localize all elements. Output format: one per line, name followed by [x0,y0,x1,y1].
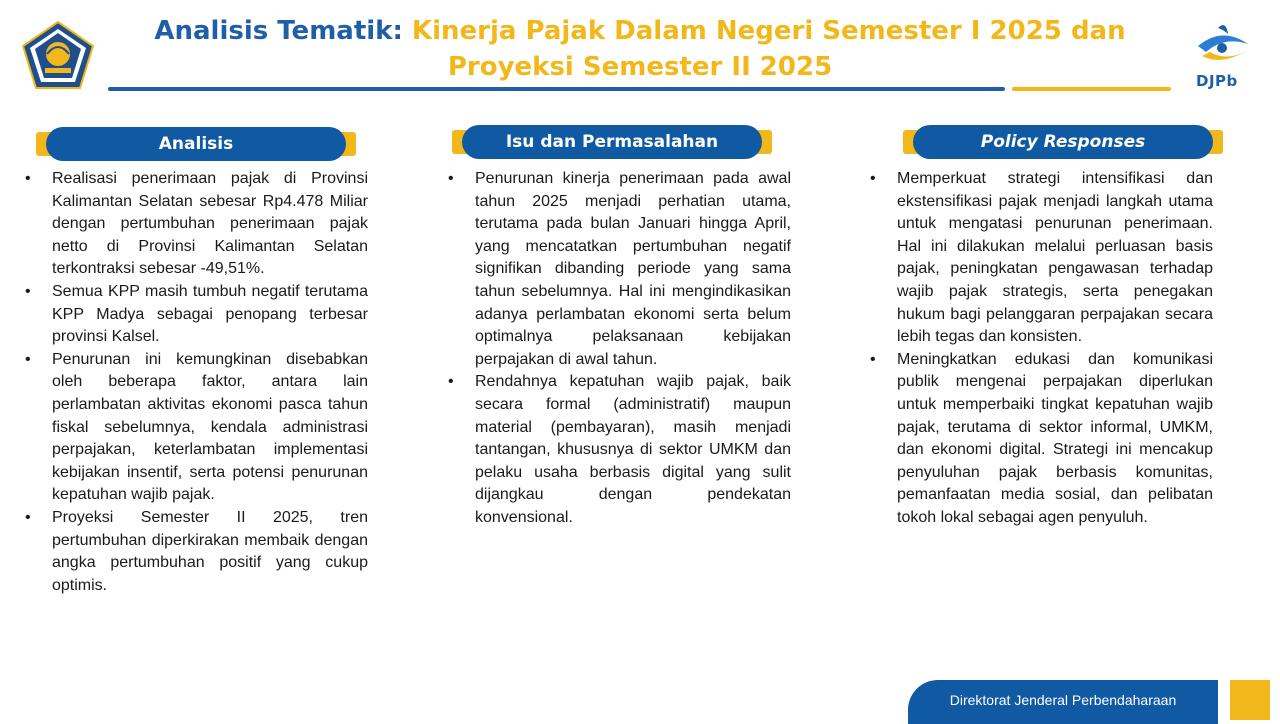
analisis-header [36,127,356,161]
list-item: • Memperkuat strategi intensifikasi dan ekstensifikasi pajak menjadi langkah utama untuk mengatasi penurunan penerimaan. Hal ini dilakukan melalui perluasan basis pajak, peningkatan pengawasan terhadap wajib pajak strategis, serta penegakan hukum bagi pelanggaran perpajakan secara lebih tegas dan konsisten. [870,168,1213,349]
footer-accent-square [1230,680,1270,720]
list-item: • Penurunan ini kemungkinan disebabkan oleh beberapa faktor, antara lain perlambatan aktivitas ekonomi pasca tahun fiskal sebelumnya, kendala administrasi perpajakan, keterlambatan implementasi kebijakan insentif, serta potensi penurunan kepatuhan wajib pajak. [25,349,368,507]
djpb-logo-icon [1188,22,1258,96]
list-item: • Penurunan kinerja penerimaan pada awal tahun 2025 menjadi perhatian utama, terutama pada bulan Januari hingga April, yang mencatatkan pertumbuhan negatif signifikan dibanding periode yang sama tahun sebelumnya. Hal ini mengindikasikan adanya perlambatan ekonomi serta belum optimalnya pelaksanaan kebijakan perpajakan di awal tahun. [448,168,791,371]
title-underline-blue [108,87,1005,91]
policy-heading: Policy Responses [913,125,1213,159]
isu-column [448,168,791,530]
list-item: • Rendahnya kepatuhan wajib pajak, baik secara formal (administratif) maupun material (pembayaran), masih menjadi tantangan, khususnya di sektor UMKM dan pelaku usaha berbasis digital yang sulit dijangkau dengan pendekatan konvensional. [448,371,791,529]
policy-column [870,168,1213,530]
title-main: Kinerja Pajak Dalam Negeri Semester I 2025 dan Proyeksi Semester II 2025 [411,16,1126,82]
list-item: • Realisasi penerimaan pajak di Provinsi Kalimantan Selatan sebesar Rp4.478 Miliar dengan pertumbuhan penerimaan pajak netto di Provinsi Kalimantan Selatan terkontraksi sebesar -49,51%. [25,168,368,281]
policy-header [903,125,1223,159]
page-title [110,13,1170,85]
analisis-heading: Analisis [46,127,346,161]
title-prefix: Analisis Tematik: [154,16,403,46]
isu-list [448,168,791,530]
isu-header [452,125,772,159]
policy-list [870,168,1213,530]
analisis-list [25,168,368,597]
list-item: • Proyeksi Semester II 2025, tren pertumbuhan diperkirakan membaik dengan angka pertumbuhan positif yang cukup optimis. [25,507,368,597]
djpb-logo-text: DJPb [1196,72,1238,90]
ministry-emblem-icon [20,20,96,90]
title-underline-yellow [1012,87,1171,91]
list-item: • Semua KPP masih tumbuh negatif terutama KPP Madya sebagai penopang terbesar provinsi Kalsel. [25,281,368,349]
analisis-column [25,168,368,597]
list-item: • Meningkatkan edukasi dan komunikasi publik mengenai perpajakan diperlukan untuk memperbaiki tingkat kepatuhan wajib pajak, terutama di sektor informal, UMKM, dan ekonomi digital. Strategi ini mencakup penyuluhan pajak berbasis komunitas, pemanfaatan media sosial, dan pelibatan tokoh lokal sebagai agen penyuluh. [870,349,1213,530]
footer-label: Direktorat Jenderal Perbendaharaan [908,680,1218,724]
isu-heading: Isu dan Permasalahan [462,125,762,159]
